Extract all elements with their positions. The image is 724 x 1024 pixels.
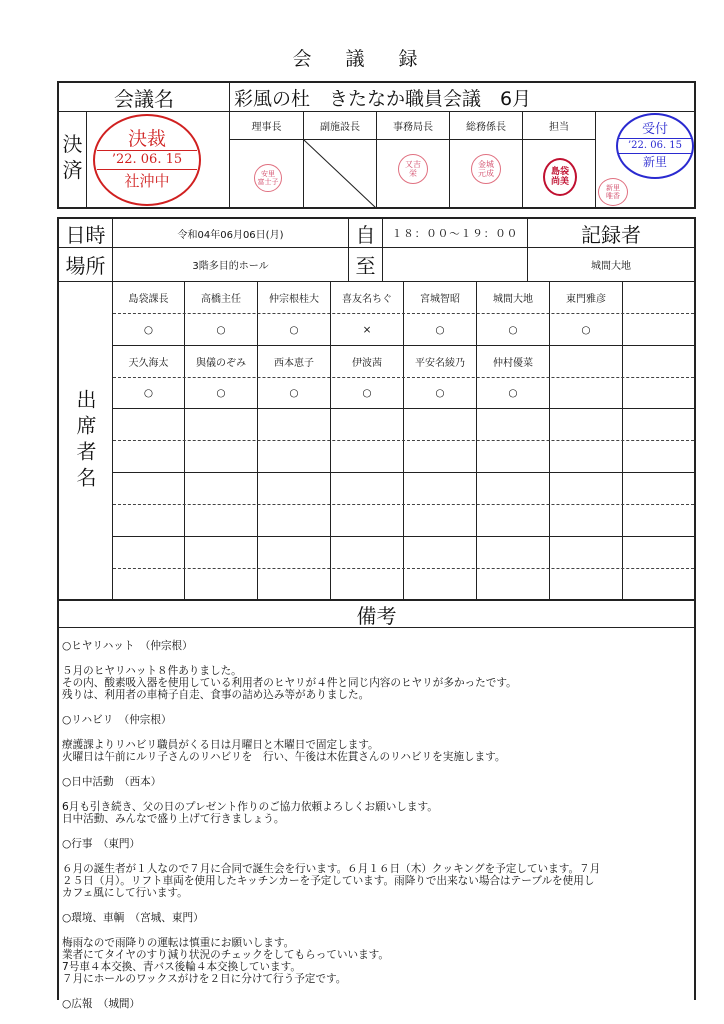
meeting-name: 彩風の杜 きたなか職員会議 6月 [234, 87, 532, 110]
remarks-heading: ○行事 （東門） [62, 838, 141, 850]
attendee-name: 島袋課長 [128, 294, 169, 305]
remarks-line: 6月も引き続き、父の日のプレゼント作りのご協力依頼よろしくお願いします。 [62, 801, 438, 813]
uketsuke-stamp-top: 受付 [641, 122, 668, 137]
uketsuke-stamp-date: ’22. 06. 15 [619, 138, 691, 154]
recorder-label: 記録者 [581, 222, 641, 247]
date-label: 日時 [65, 222, 106, 247]
kessai-stamp-date: ’22. 06. 15 [97, 150, 197, 170]
attendee-name: 仲村優菜 [493, 358, 533, 369]
attendee-name: 東門雅彦 [566, 294, 606, 305]
remarks-line: ６月の誕生者が１人なので７月に合同で誕生会を行います。６月１６日（木）クッキングを予定しています。７月 [62, 863, 601, 875]
attendance-mark: ○ [143, 323, 154, 336]
remarks-line: 梅雨なので雨降りの運転は慎重にお願いします。 [62, 937, 295, 949]
attendee-name: 伊波茜 [352, 358, 382, 369]
attendance-mark: ○ [289, 387, 299, 399]
approval-seal: 又吉 栄 [398, 154, 428, 184]
remarks-line: ２５日（月）。リフト車両を使用したキッチンカーを予定しています。雨降りで出来ない場合はテーブルを使用し [62, 875, 595, 887]
remarks-line: 療護課よりリハビリ職員がくる日は月曜日と木曜日で固定します。 [62, 739, 379, 751]
attendance-mark: ○ [508, 323, 518, 336]
remarks-body [62, 640, 702, 1010]
approval-seal: 安里 富士子 [254, 164, 282, 192]
attendance-mark: ○ [435, 323, 445, 336]
place-value: 3階多目的ホール [192, 261, 269, 272]
attendee-name: 與儀のぞみ [196, 358, 246, 369]
place-label: 場所 [65, 254, 106, 278]
remarks-heading: ○広報 （城間） [62, 998, 141, 1010]
approval-col-label: 総務係長 [466, 122, 506, 133]
attendee-name: 宮城智昭 [420, 294, 460, 305]
remarks-heading: ○ヒヤリハット （仲宗根） [62, 640, 193, 652]
recorder-value: 城間大地 [591, 261, 631, 272]
time-value: １８：００～１９：００ [391, 227, 519, 240]
uketsuke-stamp [616, 113, 694, 179]
approval-col-label: 理事長 [251, 122, 282, 133]
approval-col-label: 事務局長 [393, 122, 433, 133]
meeting-name-label: 会議名 [114, 86, 174, 111]
attendance-mark: ○ [289, 323, 299, 336]
kessai-stamp-top: 決裁 [127, 128, 166, 150]
attendance-mark: ○ [143, 387, 154, 399]
remarks-line: 残りは、利用者の車椅子自走、食事の詰め込み等がありました。 [62, 689, 370, 701]
uketsuke-stamp-bottom: 新里 [642, 155, 667, 169]
attendance-mark: ○ [216, 323, 226, 336]
attendance-mark: × [362, 323, 372, 336]
extra-seal: 新里 唯香 [598, 178, 628, 206]
remarks-label: 備考 [356, 603, 397, 628]
from-label: 自 [355, 222, 376, 247]
approval-col-label: 担当 [549, 122, 569, 133]
approval-col-label: 副施設長 [320, 122, 360, 133]
approval-seal: 島袋 尚美 [543, 158, 577, 196]
remarks-line: ５月のヒヤリハット８件ありました。 [62, 665, 242, 677]
attendee-name: 仲宗根桂大 [269, 294, 319, 305]
attendance-mark: ○ [216, 387, 226, 399]
remarks-line: 火曜日は午前にルリ子さんのリハビリを 行い、午後は木佐貫さんのリハビリを実施します。 [62, 751, 506, 763]
date-value: 令和04年06月06日(月) [177, 229, 284, 241]
attendee-name: 喜友名ちぐ [342, 294, 392, 305]
approval-label-1: 決 [62, 131, 83, 156]
attendee-name: 高橋主任 [201, 294, 241, 305]
remarks-heading: ○日中活動 （西本） [62, 776, 162, 788]
remarks-heading: ○環境、車輌 （宮城、東門） [62, 912, 204, 924]
remarks-line: ７月にホールのワックスがけを２日に分けて行う予定です。 [62, 973, 347, 985]
attendee-name: 天久海太 [128, 358, 169, 369]
remarks-line: 7号車４本交換、青バス後輪４本交換しています。 [62, 961, 301, 973]
remarks-line: 日中活動、みんなで盛り上げて行きましょう。 [62, 813, 285, 825]
remarks-line: その内、酸素吸入器を使用している利用者のヒヤリが４件と同じ内容のヒヤリが多かったです。 [62, 677, 517, 689]
attendance-mark: ○ [581, 323, 591, 336]
kessai-stamp [93, 114, 201, 206]
attendee-name: 西本恵子 [274, 358, 314, 369]
attendee-name: 城間大地 [493, 294, 533, 305]
remarks-line: カフェ風にして行います。 [62, 887, 188, 899]
approval-seal: 金城 元成 [471, 154, 501, 184]
remarks-heading: ○リハビリ （仲宗根） [62, 714, 172, 726]
attendee-name: 平安名綾乃 [415, 358, 465, 369]
remarks-line: 業者にてタイヤのすり減り状況のチェックをしてもらっていいます。 [62, 949, 390, 961]
vacant-slash [304, 140, 376, 208]
approval-label-2: 済 [62, 157, 83, 182]
attendance-mark: ○ [508, 387, 518, 399]
attendees-label: 出席者名 [73, 388, 97, 493]
to-label: 至 [355, 254, 376, 278]
attendance-mark: ○ [362, 387, 372, 399]
kessai-stamp-bottom: 社沖中 [124, 172, 170, 190]
attendance-mark: ○ [435, 387, 445, 399]
page-title: 会 議 録 [292, 48, 432, 70]
